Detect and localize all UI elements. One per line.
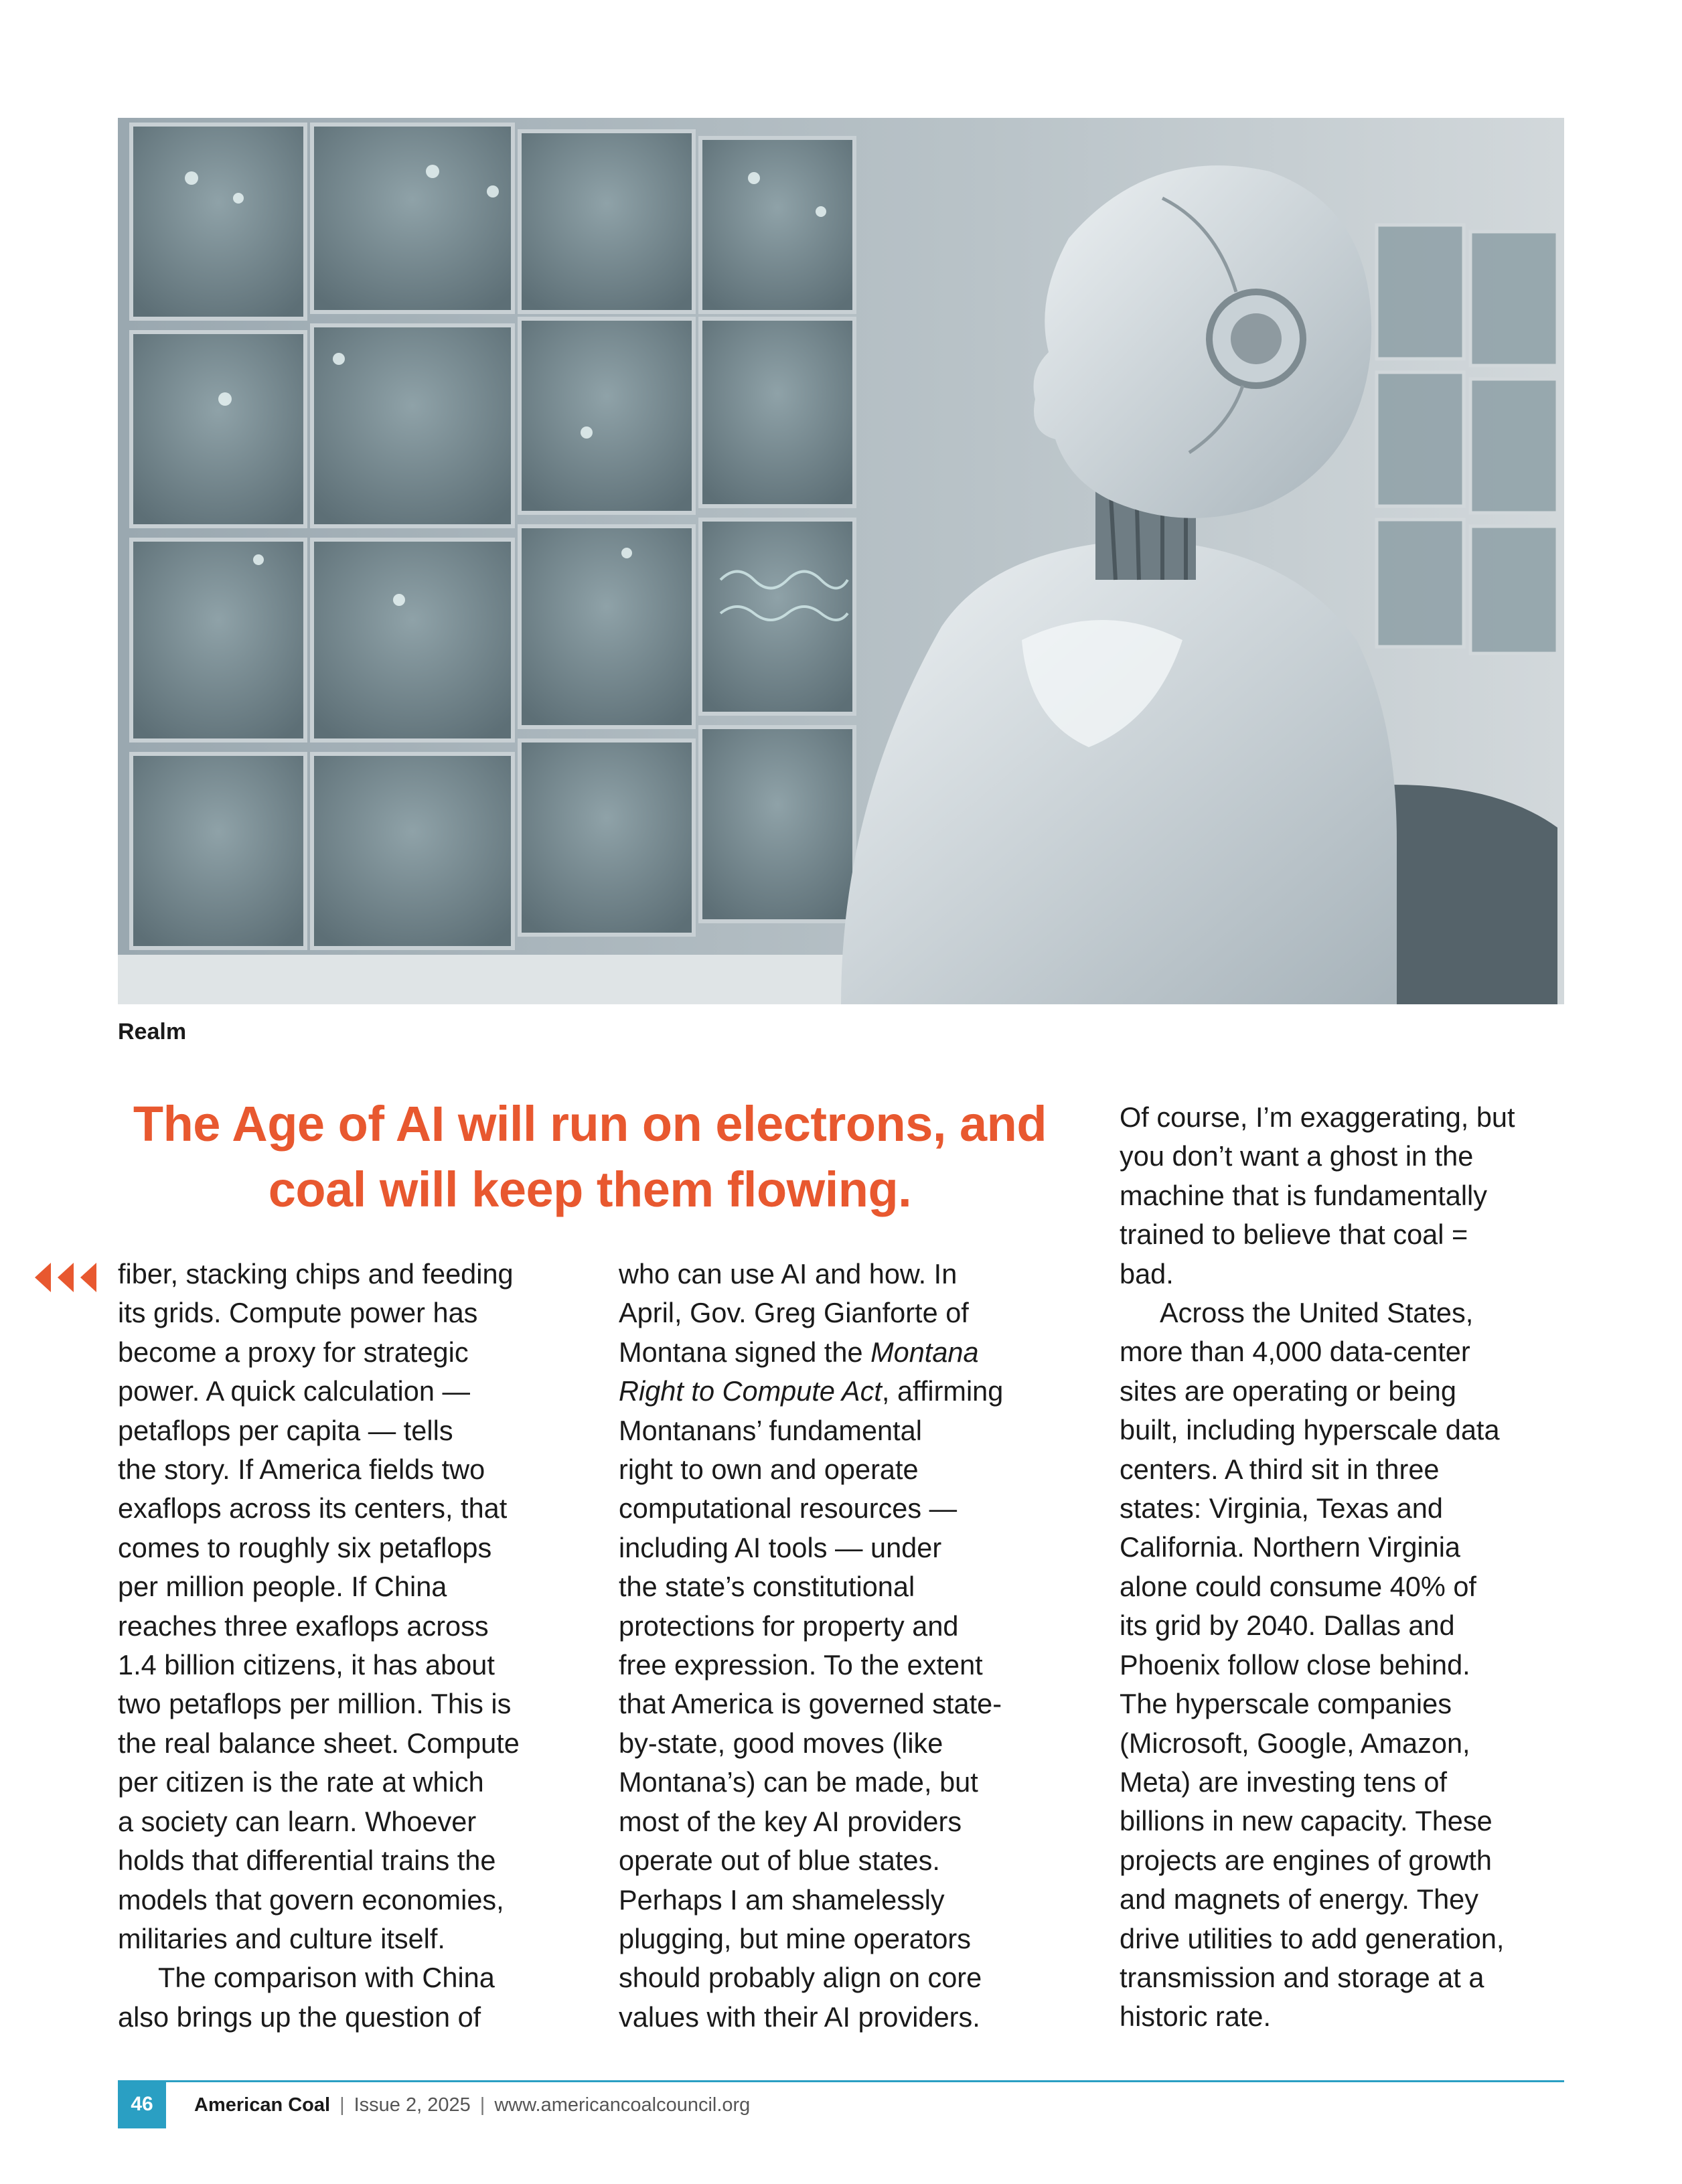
text-line: operate out of blue states. xyxy=(619,1845,940,1877)
text-line: alone could consume 40% of xyxy=(1120,1570,1476,1602)
text-line: by-state, good moves (like xyxy=(619,1727,943,1759)
text-line: April, Gov. Greg Gianforte of xyxy=(619,1297,969,1329)
text-line: become a proxy for strategic xyxy=(118,1336,469,1368)
text-line: petaflops per capita — tells xyxy=(118,1414,453,1446)
text-line: per citizen is the rate at which xyxy=(118,1766,484,1798)
article-column-3 xyxy=(1120,1098,1515,2037)
text-line: Meta) are investing tens of xyxy=(1120,1766,1448,1798)
hero-image xyxy=(118,118,1564,1004)
text-line: machine that is fundamentally xyxy=(1120,1179,1488,1211)
text-line: that America is governed state- xyxy=(619,1688,1002,1720)
text-line: billions in new capacity. These xyxy=(1120,1805,1493,1837)
website-link[interactable]: www.americancoalcouncil.org xyxy=(494,2094,751,2116)
text-line: models that govern economies, xyxy=(118,1883,504,1916)
footer-rule xyxy=(166,2080,1564,2082)
text-line: historic rate. xyxy=(1120,2001,1272,2033)
separator: | xyxy=(479,2094,485,2116)
text-line: the real balance sheet. Compute xyxy=(118,1727,520,1759)
text-line: plugging, but mine operators xyxy=(619,1922,972,1954)
text-line: Perhaps I am shamelessly xyxy=(619,1883,945,1916)
article-column-2 xyxy=(619,1255,1003,2037)
text-line: trained to believe that coal = xyxy=(1120,1219,1468,1251)
text-line: Montanans’ fundamental xyxy=(619,1414,922,1446)
text-line: also brings up the question of xyxy=(118,2001,481,2033)
text-line: exaflops across its centers, that xyxy=(118,1492,508,1525)
separator: | xyxy=(339,2094,345,2116)
text-line: right to own and operate xyxy=(619,1454,919,1486)
continued-arrows-icon xyxy=(35,1260,96,1295)
text-line: California. Northern Virginia xyxy=(1120,1531,1461,1563)
text-line: more than 4,000 data-center xyxy=(1120,1336,1470,1368)
text-line: computational resources — xyxy=(619,1492,958,1525)
text-line: comes to roughly six petaflops xyxy=(118,1531,492,1563)
text-line: militaries and culture itself. xyxy=(118,1922,445,1954)
text-line: who can use AI and how. In xyxy=(619,1258,958,1290)
text-line: its grid by 2040. Dallas and xyxy=(1120,1610,1455,1642)
text-line: free expression. To the extent xyxy=(619,1649,983,1681)
pull-quote-line: The Age of AI will run on electrons, and xyxy=(133,1096,1047,1152)
text-line: (Microsoft, Google, Amazon, xyxy=(1120,1727,1470,1759)
text-line: its grids. Compute power has xyxy=(118,1297,478,1329)
text-line: should probably align on core xyxy=(619,1962,982,1994)
issue-label: Issue 2, 2025 xyxy=(354,2094,471,2116)
text-line: per million people. If China xyxy=(118,1571,447,1603)
text-line: power. A quick calculation — xyxy=(118,1375,470,1407)
publication-name: American Coal xyxy=(194,2094,331,2116)
text-line: the story. If America fields two xyxy=(118,1454,485,1486)
act-title: Montana xyxy=(870,1336,979,1368)
text-line: Phoenix follow close behind. xyxy=(1120,1648,1470,1681)
text-line: holds that differential trains the xyxy=(118,1845,496,1877)
text-line: the state’s constitutional xyxy=(619,1571,915,1603)
text-line: built, including hyperscale data xyxy=(1120,1414,1500,1446)
text-line: Of course, I’m exaggerating, but xyxy=(1120,1101,1515,1133)
text-line: reaches three exaflops across xyxy=(118,1610,489,1642)
text-line: 1.4 billion citizens, it has about xyxy=(118,1649,495,1681)
text-line: sites are operating or being xyxy=(1120,1375,1456,1407)
text-line: bad. xyxy=(1120,1257,1174,1290)
text-line: protections for property and xyxy=(619,1610,959,1642)
pull-quote xyxy=(118,1091,1062,1223)
text-line: projects are engines of growth xyxy=(1120,1844,1492,1876)
text-line: The comparison with China xyxy=(158,1962,495,1994)
text-line: fiber, stacking chips and feeding xyxy=(118,1258,514,1290)
article-column-1 xyxy=(118,1255,520,2037)
text-line: most of the key AI providers xyxy=(619,1805,962,1837)
text-line xyxy=(619,1333,1003,1372)
text-line: transmission and storage at a xyxy=(1120,1961,1484,1993)
text-line: Across the United States, xyxy=(1160,1297,1474,1329)
footer-info xyxy=(194,2092,750,2118)
text-run: Montana signed the xyxy=(619,1336,871,1368)
robot-monitors-illustration xyxy=(118,118,1564,1004)
text-line: including AI tools — under xyxy=(619,1531,942,1563)
text-line: and magnets of energy. They xyxy=(1120,1883,1478,1916)
text-line: states: Virginia, Texas and xyxy=(1120,1492,1443,1525)
photo-credit: Realm xyxy=(118,1019,187,1044)
text-line: drive utilities to add generation, xyxy=(1120,1922,1505,1954)
text-line: you don’t want a ghost in the xyxy=(1120,1140,1474,1172)
text-line: Montana’s) can be made, but xyxy=(619,1766,978,1798)
act-title: Right to Compute Act xyxy=(619,1375,882,1407)
text-line: values with their AI providers. xyxy=(619,2001,980,2033)
text-run: , affirming xyxy=(881,1375,1004,1407)
text-line xyxy=(619,1372,1003,1411)
text-line: centers. A third sit in three xyxy=(1120,1453,1440,1485)
page-number: 46 xyxy=(118,2080,166,2128)
text-line: a society can learn. Whoever xyxy=(118,1805,477,1837)
text-line: The hyperscale companies xyxy=(1120,1688,1452,1720)
pull-quote-line: coal will keep them flowing. xyxy=(268,1162,912,1217)
text-line: two petaflops per million. This is xyxy=(118,1688,512,1720)
